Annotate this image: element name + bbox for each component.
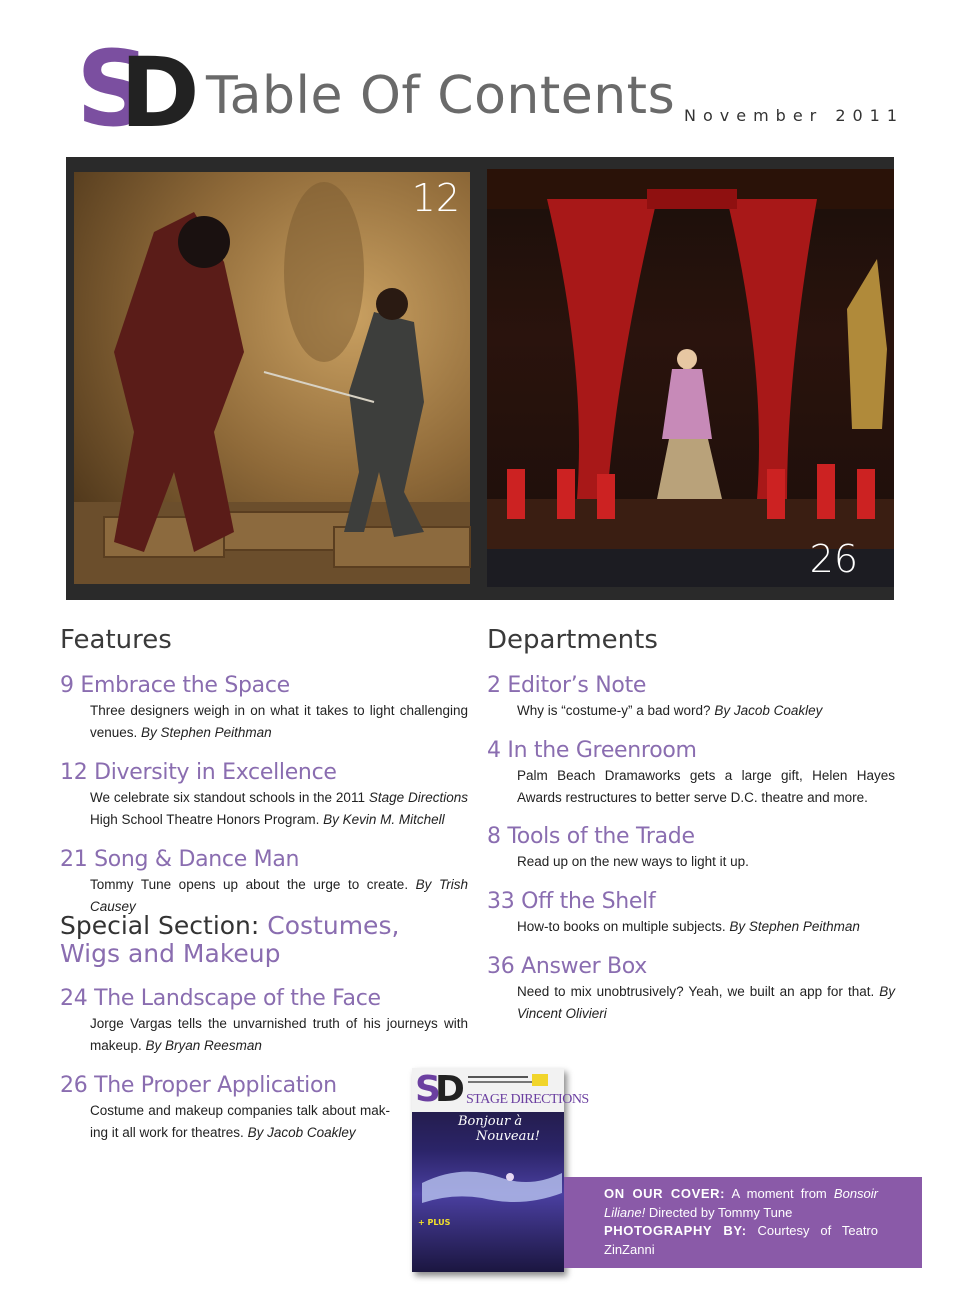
dept-title-4[interactable]: 4 In the Greenroom [487,738,697,763]
dept-desc-4: Palm Beach Dramaworks gets a large gift, Helen Hayes Awards restructures to better serve D.C. theatre and more. [517,768,895,805]
feature-desc-24: Jorge Vargas tells the unvarnished truth of his journeys with makeup. By Bryan Reesman [90,1016,468,1053]
dept-desc-2: Why is “costume-y” a bad word? By Jacob Coakley [517,703,823,718]
cover-tagline-lines [468,1074,548,1088]
dept-desc-33: How-to books on multiple subjects. By Stephen Peithman [517,919,860,934]
feature-title-12[interactable]: 12 Diversity in Excellence [60,760,337,785]
feature-desc-26: Costume and makeup companies talk about mak-ing it all work for theatres. By Jacob Coakley [90,1103,390,1140]
cover-plus: + PLUS [418,1218,451,1227]
photo-stage-dance [487,169,894,587]
page-number-12: 12 [411,176,460,220]
dept-title-36[interactable]: 36 Answer Box [487,954,648,979]
dept-desc-36: Need to mix unobtrusively? Yeah, we built an app for that. By Vincent Olivieri [517,984,895,1021]
features-heading: Features [60,625,172,655]
dept-title-2[interactable]: 2 Editor’s Note [487,673,647,698]
cover-dancer-image [422,1153,562,1213]
cover-headline: Bonjour à Nouveau! [458,1114,540,1144]
sd-logo [76,28,204,150]
sword-fight-illustration [74,172,470,584]
cover-masthead: STAGE DIRECTIONS [466,1092,589,1107]
special-section-heading [60,912,440,968]
page-number-26: 26 [809,537,858,581]
feature-title-9[interactable]: 9 Embrace the Space [60,673,290,698]
photo-sword-fight [74,172,470,584]
feature-desc-9: Three designers weigh in on what it takes to light challenging venues. By Stephen Peithman [90,703,468,740]
cover-logo: SD [415,1069,459,1110]
feature-title-24[interactable]: 24 The Landscape of the Face [60,986,381,1011]
feature-title-21[interactable]: 21 Song & Dance Man [60,847,300,872]
cover-caption-text: ON OUR COVER: A moment from Bonsoir Liliane! Directed by Tommy Tune PHOTOGRAPHY BY: Courtesy of Teatro ZinZanni [604,1186,878,1257]
photo-frame [66,157,894,600]
cover-caption-box [564,1177,922,1268]
dept-title-33[interactable]: 33 Off the Shelf [487,889,656,914]
magazine-cover-thumbnail[interactable] [412,1068,589,1272]
departments-heading: Departments [487,625,658,655]
feature-desc-12: We celebrate six standout schools in the 2011 Stage Directions High School Theatre Honors Program. By Kevin M. Mitchell [90,790,468,827]
issue-date: November 2011 [684,106,905,125]
logo-s: S [76,28,139,150]
special-section-label: Special Section: [60,911,268,940]
dept-title-8[interactable]: 8 Tools of the Trade [487,824,695,849]
stage-dance-illustration [487,169,894,587]
feature-title-26[interactable]: 26 The Proper Application [60,1073,337,1098]
logo-d: D [120,37,200,149]
dept-desc-8: Read up on the new ways to light it up. [517,854,749,869]
page-title: Table Of Contents [206,66,676,126]
feature-desc-21: Tommy Tune opens up about the urge to create. By Trish Causey [90,877,468,914]
special-section-topic: Costumes, Wigs and Makeup [60,911,400,968]
